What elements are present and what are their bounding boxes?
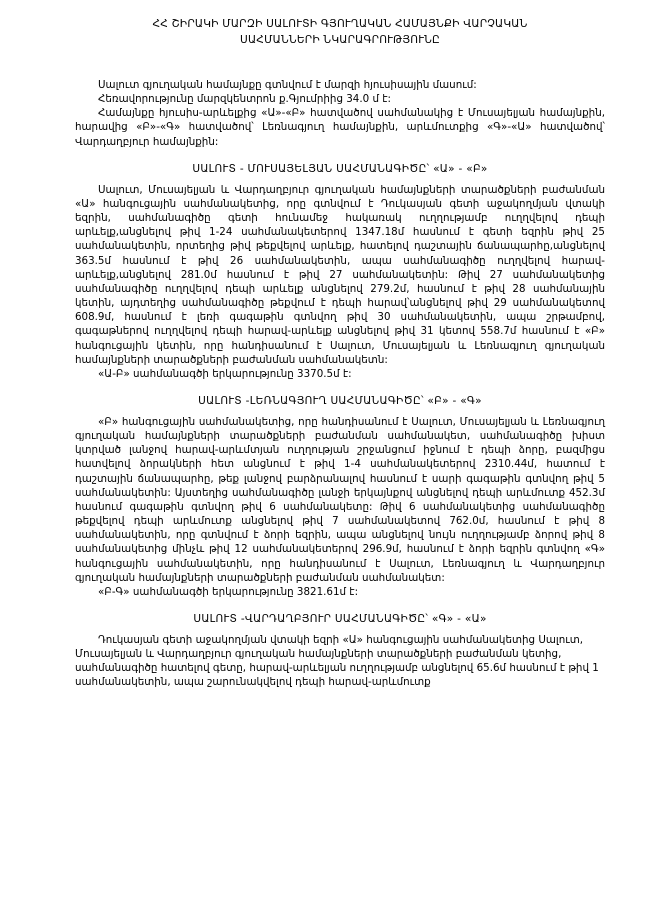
spacer-after-title — [75, 48, 605, 78]
spacer-before-section-1 — [75, 149, 605, 162]
section-length-salut-musayelyan: «Ա-Բ» սահմանագծի երկարությունը 3370.5մ է: — [98, 367, 352, 380]
section-body-salut-vardaghbyur: Դուկասյան գետի աջակողմյան վտակի եզրի «Ա» հանգուցային սահմանակետից Սալուտ, Մուսայելյան և Վարդաղբյուր գյուղական համայնքների տարածքների բաժանման կետից, սահմանագիծը հատելով գետը, հարավ-արևելյան ուղղությամբ անցնելով 65.6մ հասնում է թիվ 1 սահմանակետին, ապա շարունակվելով դեպի հարավ-արևմուտք — [75, 634, 599, 689]
intro-line-3: Համայնքը հյուսիս-արևելքից «Ա»-«Բ» հատվածով սահմանակից է Մուսայելյան համայնքին, հարավից «Բ»-«Գ» հատվածով՝ Լեռնագյուղ համայնքին, արևմուտքից «Գ»-«Ա» հատվածով՝ Վարդաղբյուր համայնքին: — [75, 107, 605, 148]
section-heading-salut-musayelyan: ՍԱԼՈՒՏ - ՄՈՒՍԱՅԵԼՅԱՆ ՍԱՀՄԱՆԱԳԻԾԸ՝ «Ա» - «Բ» — [192, 162, 488, 175]
intro-line-2: Հեռավորությունը մարզկենտրոն ք.Գյումրիից 34.0 մ է: — [98, 93, 392, 106]
section-body-salut-musayelyan: Սալուտ, Մուսայելյան և Վարդաղբյուր գյուղական համայնքների տարածքների բաժանման «Ա» հանգուցային սահմանակետից, որը գտնվում է Դուկասյան գետի աջակողմյան վտակի եզրին, սահմանագիծը գետի հունամեջ հակառակ ուղղությամբ ուղղվելով դեպի արևելք,անցնելով թիվ 1-24 սահմանակետերով 1347.18մ հասնում է գետի եզրին թիվ 25 սահմանակետին, որտեղից թիվ թեքվելով արևելք, հատելով դաշտային ճանապարհը,անցնելով 363.5մ հասնում է թիվ 26 սահմանակետին, ապա սահմանագիծը ուղղվելով հարավ-արևելք,անցնելով 281.0մ հասնում է թիվ 27 սահմանակետին: Թիվ 27 սահմանակետից սահմանագիծը ուղղվելով դեպի արևելք անցնելով 279.2մ, հասնում է թիվ 28 սահմանային կետին, այդտեղից սահմանագիծը թեքվում է դեպի հարավ՝անցնելով թիվ 29 սահմանակետով 608.9մ, հասնում է լեռի գագաթին գտնվող թիվ 30 սահմանակետին, ապա շրթամբով, գագաթներով ուղղվելով դեպի հարավ-արևելք անցնելով թիվ 31 կետով 558.7մ հասնում է «Բ» հանգուցային կետին, որը հանդիսանում է Սալուտ, Մուսայելյան և Լեռնագյուղ գյուղական համայնքների տարածքների բաժանման սահմանակետն: — [75, 183, 605, 366]
spacer-before-section-3 — [75, 599, 605, 612]
document-content — [75, 16, 605, 690]
intro-line-1: Սալուտ գյուղական համայնքը գտնվում է մարզի հյուսիսային մասում: — [98, 79, 477, 91]
section-body-salut-lernagyugh: «Բ» հանգուցային սահմանակետից, որը հանդիսանում է Սալուտ, Մուսայելյան և Լեռնագյուղ գյուղական համայնքների տարածքների բաժանման սահմանակետ, սահմանագիծը խիստ կտրված լանջով հարավ-արևմտյան ուղղության շրջանցում իջնում է դեպի ձորը, բազմիցս հատվելով ձորակների հետ անցնում է թիվ 1-4 սահմանակետերով 2310.44մ, հատում է դաշտային ճանապարհը, թեք լանջով բարձրանալով հասնում է սարի գագաթին գտնվող թիվ 5 սահմանակետին: Այստեղից սահմանագիծը լանջի երկայնքով անցնելով դեպի արևմուտք 452.3մ հասնում գագաթին գտնվող թիվ 6 սահմանակետը: Թիվ 6 սահմանակետից սահմանագիծը թեքվելով դեպի արևմուտք անցնելով թիվ 7 սահմանակետով 762.0մ, հասնում է թիվ 8 սահմանակետին, որը գտնվում է ձորի եզրին, ապա անցնելով նույն ուղղությամբ ձորով թիվ 8 սահմանակետից մինչև թիվ 12 սահմանակետերով 296.9մ, հասնում է ձորի եզրին գտնվող «Գ» հանգուցային սահմանակետին, որը հանդիսանում է Սալուտ, Լեռնագյուղ և Վարդաղբյուր գյուղական համայնքների տարածքների բաժանման սահմանակետ: — [75, 415, 605, 584]
page-title-line-1: ՀՀ ՇԻՐԱԿԻ ՄԱՐԶԻ ՍԱԼՈՒՏԻ ԳՅՈՒՂԱԿԱՆ ՀԱՄԱՅՆՔԻ ՎԱՐՉԱԿԱՆ — [152, 18, 528, 30]
page-title-line-2: ՍԱՀՄԱՆՆԵՐԻ ՆԿԱՐԱԳՐՈՒԹՅՈՒՆԸ — [240, 34, 440, 46]
section-heading-salut-vardaghbyur: ՍԱԼՈՒՏ -ՎԱՐԴԱՂԲՅՈՒՐ ՍԱՀՄԱՆԱԳԻԾԸ՝ «Գ» - «Ա» — [193, 613, 487, 625]
spacer-before-section-2 — [75, 381, 605, 394]
section-length-salut-lernagyugh: «Բ-Գ» սահմանագծի երկարությունը 3821.61մ է: — [98, 585, 359, 598]
page-title — [75, 16, 605, 48]
section-heading-salut-lernagyugh: ՍԱԼՈՒՏ -ԼԵՌՆԱԳՅՈՒՂ ՍԱՀՄԱՆԱԳԻԾԸ՝ «Բ» - «Գ» — [198, 394, 482, 407]
